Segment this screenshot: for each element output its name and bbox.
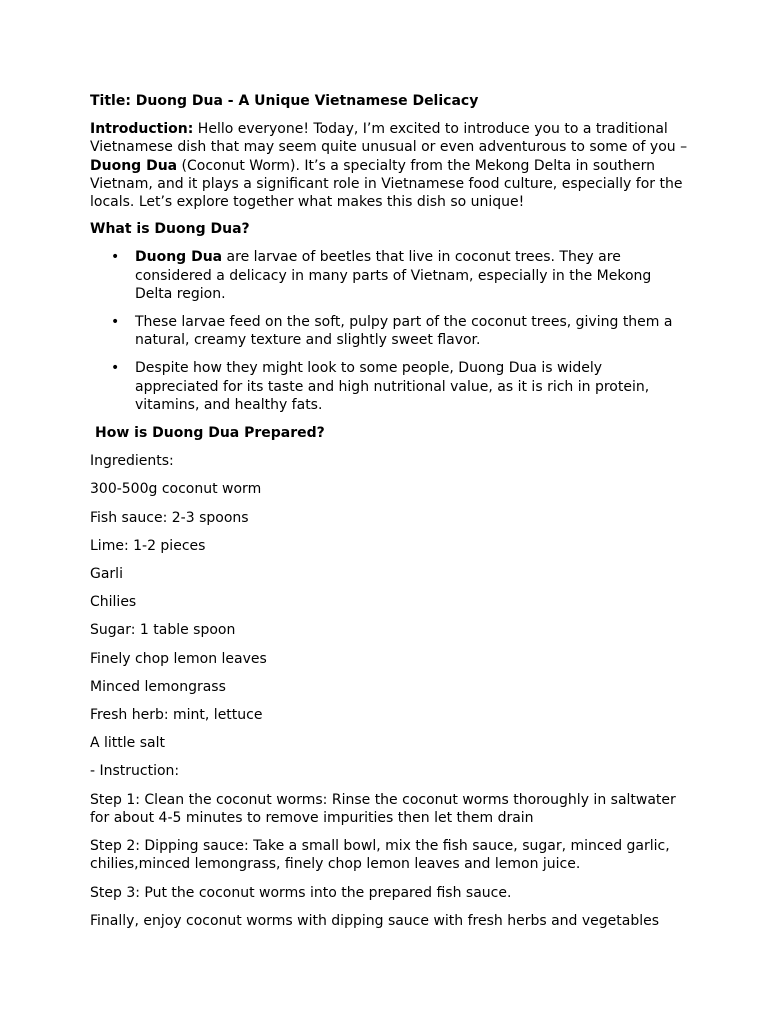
bullet-bold: Duong Dua xyxy=(135,249,223,266)
bullet-item xyxy=(90,359,690,414)
bullet-text: Despite how they might look to some people, Duong Dua is widely appreciated for its taste and high nutritional value, as it is rich in protein, vitamins, and healthy fats. xyxy=(135,360,650,413)
instruction-label: - Instruction: xyxy=(90,763,180,780)
ingredient-item: Finely chop lemon leaves xyxy=(90,650,267,667)
document-page xyxy=(90,92,690,940)
what-is-heading: What is Duong Dua? xyxy=(90,221,250,238)
introduction-paragraph xyxy=(90,120,690,211)
ingredient-item: A little salt xyxy=(90,735,165,752)
step-item: Step 2: Dipping sauce: Take a small bowl, mix the fish sauce, sugar, minced garlic, chilies,minced lemongrass, finely chop lemon leaves and lemon juice. xyxy=(90,838,670,873)
bullet-item xyxy=(90,248,690,303)
ingredients-list xyxy=(90,480,690,752)
ingredient-item: Lime: 1-2 pieces xyxy=(90,537,206,554)
how-prepared-heading: How is Duong Dua Prepared? xyxy=(95,425,325,442)
step-item: Step 1: Clean the coconut worms: Rinse the coconut worms thoroughly in saltwater for about 4-5 minutes to remove impurities then let them drain xyxy=(90,791,676,826)
ingredient-item: Garli xyxy=(90,566,123,583)
bullet-item xyxy=(90,313,690,349)
ingredient-item: Sugar: 1 table spoon xyxy=(90,622,236,639)
ingredient-item: Fresh herb: mint, lettuce xyxy=(90,707,263,724)
ingredients-label: Ingredients: xyxy=(90,453,174,470)
introduction-label: Introduction: xyxy=(90,121,194,138)
introduction-text-before: Hello everyone! Today, I’m excited to introduce you to a traditional Vietnamese dish that may seem quite unusual or even adventurous to some of you – xyxy=(90,121,688,156)
bullet-text: These larvae feed on the soft, pulpy part of the coconut trees, giving them a natural, creamy texture and slightly sweet flavor. xyxy=(135,314,673,349)
ingredient-item: 300-500g coconut worm xyxy=(90,481,262,498)
document-title: Title: Duong Dua - A Unique Vietnamese Delicacy xyxy=(90,93,479,109)
ingredient-item: Chilies xyxy=(90,594,137,611)
description-bullet-list xyxy=(90,248,690,414)
introduction-text-after: (Coconut Worm). It’s a specialty from the Mekong Delta in southern Vietnam, and it plays a significant role in Vietnamese food culture, especially for the locals. Let’s explore together what makes this dish so unique! xyxy=(90,157,683,211)
ingredient-item: Minced lemongrass xyxy=(90,678,226,695)
steps-list xyxy=(90,791,690,930)
introduction-bold-name: Duong Dua xyxy=(90,157,178,174)
bullet-text: are larvae of beetles that live in coconut trees. They are considered a delicacy in many parts of Vietnam, especially in the Mekong Delta region. xyxy=(135,249,652,302)
step-item: Step 3: Put the coconut worms into the prepared fish sauce. xyxy=(90,884,512,901)
step-item: Finally, enjoy coconut worms with dipping sauce with fresh herbs and vegetables xyxy=(90,912,660,929)
ingredient-item: Fish sauce: 2-3 spoons xyxy=(90,509,249,526)
